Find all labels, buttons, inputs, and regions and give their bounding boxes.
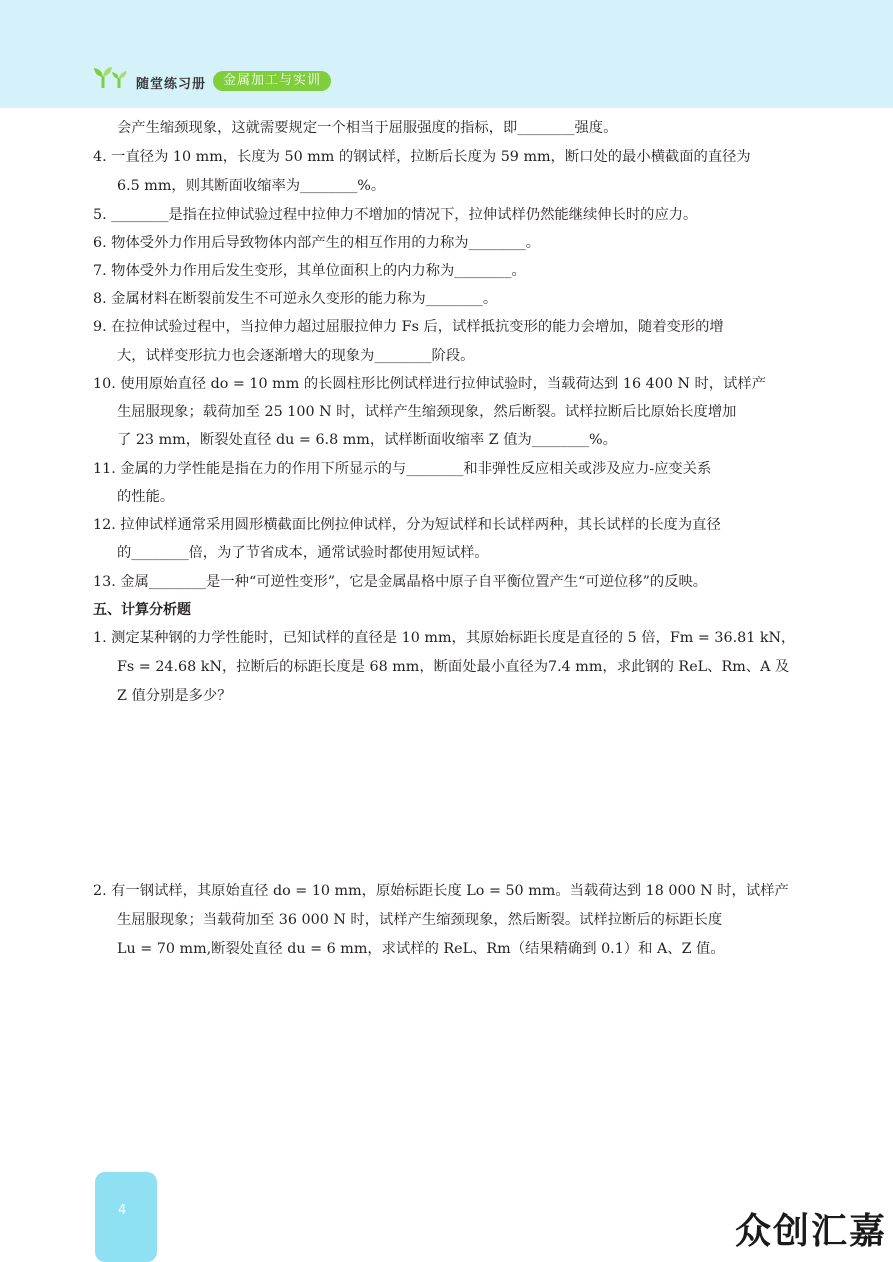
question-12: 12. 拉伸试样通常采用圆形横截面比例拉伸试样，分为短试样和长试样两种，其长试样的长度为直径 <box>93 517 721 533</box>
sprout-logo-icon <box>93 64 129 90</box>
section-heading-calculation: 五、计算分析题 <box>93 602 191 618</box>
question-6: 6. 物体受外力作用后导致物体内部产生的相互作用的力称为________。 <box>93 235 541 251</box>
calc-question-2: 2. 有一钢试样，其原始直径 do = 10 mm，原始标距长度 Lo = 50 mm。当载荷达到 18 000 N 时，试样产 <box>93 883 789 899</box>
question-8: 8. 金属材料在断裂前发生不可逆永久变形的能力称为________。 <box>93 291 498 307</box>
text-line: Fs = 24.68 kN，拉断后的标距长度是 68 mm，断面处最小直径为7.4 mm，求此钢的 ReL、Rm、A 及 <box>117 659 790 675</box>
calc-question-1: 1. 测定某种钢的力学性能时，已知试样的直径是 10 mm，其原始标距长度是直径的 5 倍，Fm = 36.81 kN， <box>93 630 796 646</box>
text-line: 生屈服现象；载荷加至 25 100 N 时，试样产生缩颈现象，然后断裂。试样拉断后比原始长度增加 <box>117 404 737 420</box>
question-11: 11. 金属的力学性能是指在力的作用下所显示的与________和非弹性反应相关或涉及应力-应变关系 <box>93 461 712 477</box>
header-wave-edge <box>0 86 893 112</box>
text-line: 了 23 mm，断裂处直径 du = 6.8 mm，试样断面收缩率 Z 值为________%。 <box>117 432 617 448</box>
question-10: 10. 使用原始直径 do = 10 mm 的长圆柱形比例试样进行拉伸试验时，当载荷达到 16 400 N 时，试样产 <box>93 376 767 392</box>
question-13: 13. 金属________是一种“可逆性变形”，它是金属晶格中原子自平衡位置产生“可逆位移”的反映。 <box>93 574 708 590</box>
text-line: 生屈服现象；当载荷加至 36 000 N 时，试样产生缩颈现象，然后断裂。试样拉断后的标距长度 <box>117 912 723 928</box>
subject-badge: 金属加工与实训 <box>213 71 331 91</box>
page-number: 4 <box>118 1203 127 1218</box>
watermark: 众创汇嘉 <box>735 1211 888 1252</box>
text-line: 6.5 mm，则其断面收缩率为________%。 <box>117 178 386 194</box>
text-line: Z 值分别是多少？ <box>117 688 232 704</box>
question-7: 7. 物体受外力作用后发生变形，其单位面积上的内力称为________。 <box>93 263 526 279</box>
workbook-brand: 随堂练习册 <box>136 77 207 92</box>
text-line: 会产生缩颈现象，这就需要规定一个相当于屈服强度的指标，即________强度。 <box>117 120 618 136</box>
question-4: 4. 一直径为 10 mm，长度为 50 mm 的钢试样，拉断后长度为 59 mm，断口处的最小横截面的直径为 <box>93 149 751 165</box>
question-5: 5. ________是指在拉伸试验过程中拉伸力不增加的情况下，拉伸试样仍然能继续伸长时的应力。 <box>93 207 698 223</box>
text-line: Lu = 70 mm,断裂处直径 du = 6 mm，求试样的 ReL、Rm（结果精确到 0.1）和 A、Z 值。 <box>117 941 725 957</box>
text-line: 的性能。 <box>117 489 175 505</box>
text-line: 大，试样变形抗力也会逐渐增大的现象为________阶段。 <box>117 348 475 364</box>
text-line: 的________倍，为了节省成本，通常试验时都使用短试样。 <box>117 545 489 561</box>
question-9: 9. 在拉伸试验过程中，当拉伸力超过屈服拉伸力 Fs 后，试样抵抗变形的能力会增加，随着变形的增 <box>93 319 724 335</box>
